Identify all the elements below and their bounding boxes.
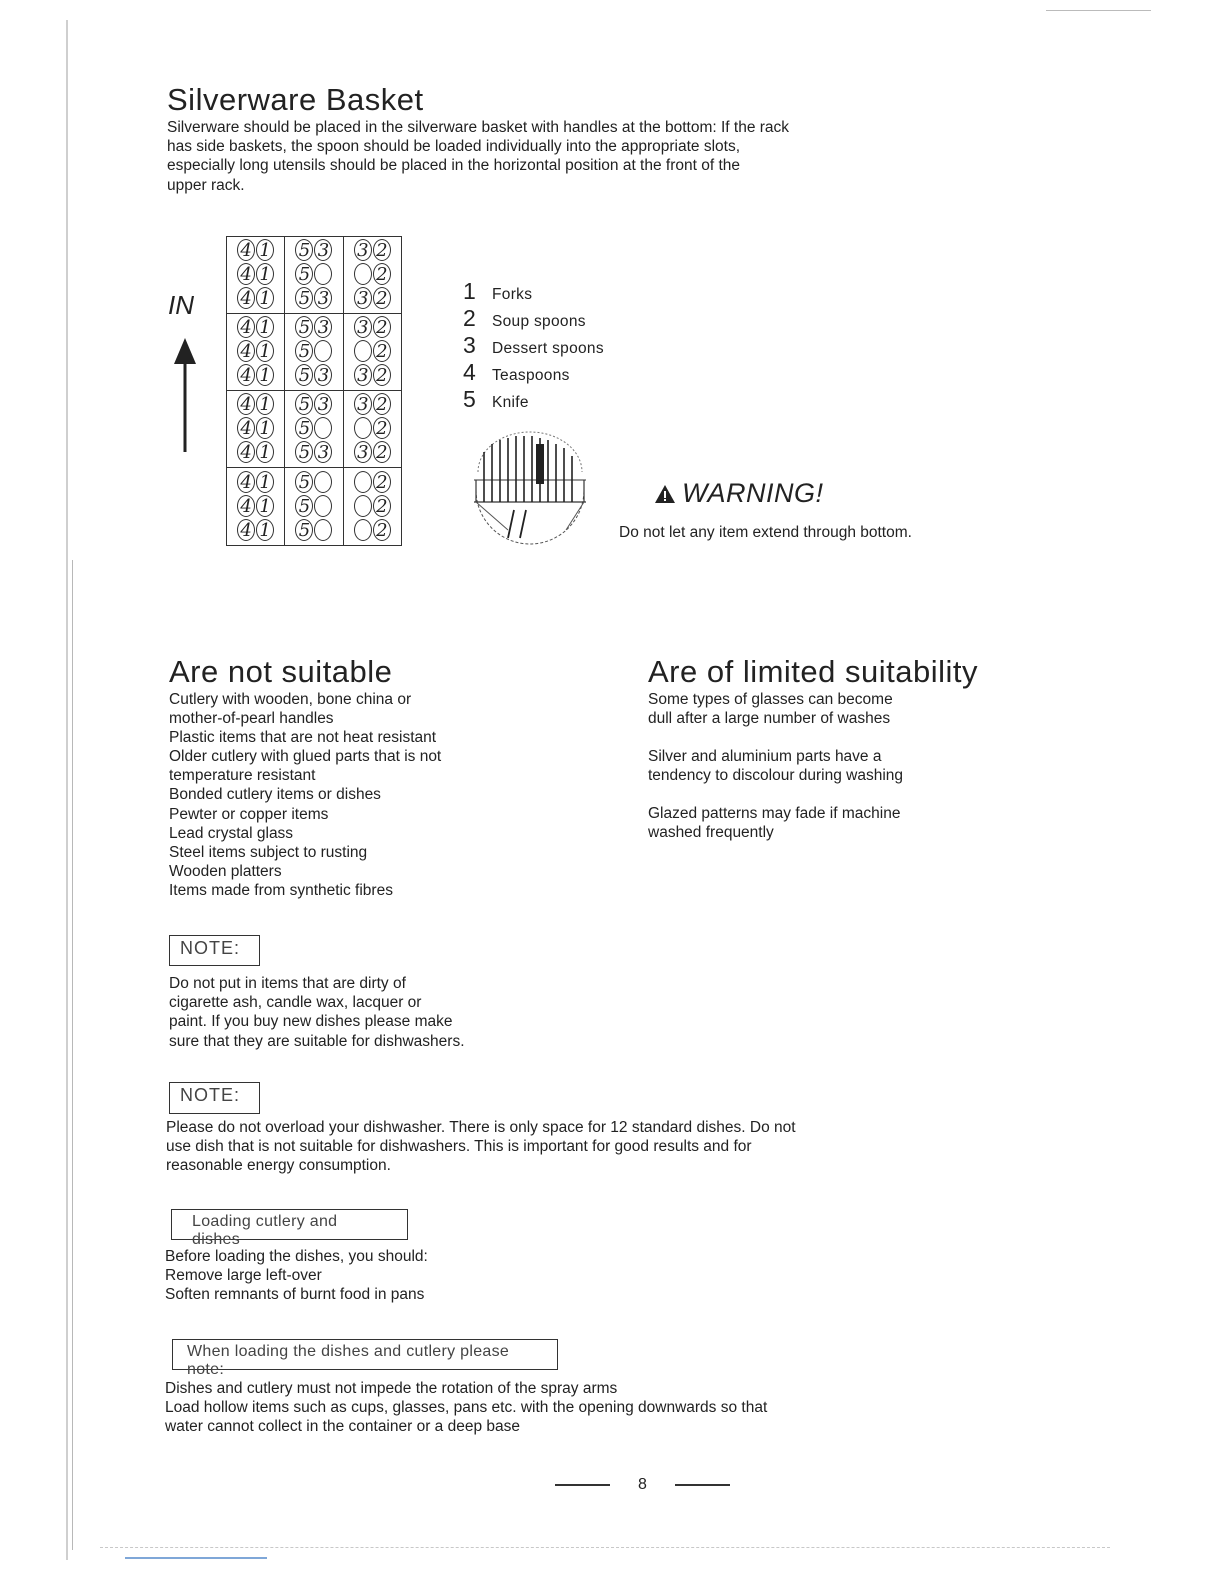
utensil-slot-number [354, 471, 372, 493]
basket-slot-line [354, 239, 391, 263]
utensil-slot-number: 4 [237, 393, 255, 415]
basket-bottom-illustration [468, 430, 592, 550]
utensil-slot-number: 5 [295, 417, 313, 439]
limited-suitability-list [648, 690, 948, 862]
utensil-slot-number: 5 [295, 287, 313, 309]
utensil-slot-number: 3 [354, 364, 372, 386]
utensil-slot-number [354, 340, 372, 362]
basket-slot-line [354, 340, 391, 364]
basket-slot-line [354, 316, 391, 340]
basket-cell [344, 314, 401, 390]
page-number: 8 [638, 1476, 647, 1493]
utensil-slot-number: 4 [237, 239, 255, 261]
utensil-slot-number: 4 [237, 287, 255, 309]
basket-slot-line [354, 263, 391, 287]
utensil-slot-number: 4 [237, 495, 255, 517]
utensil-slot-number: 2 [373, 519, 391, 541]
utensil-slot-number: 1 [256, 239, 274, 261]
basket-slot-line [295, 340, 332, 364]
basket-slot-line [295, 287, 332, 311]
scan-edge-line [100, 1547, 1110, 1548]
utensil-slot-number: 1 [256, 441, 274, 463]
list-item: Glazed patterns may fade if machine washed frequently [648, 805, 901, 842]
basket-slot-line [237, 239, 274, 263]
utensil-slot-number: 3 [314, 364, 332, 386]
utensil-slot-number [314, 471, 332, 493]
basket-cell [285, 314, 343, 390]
utensil-slot-number: 5 [295, 519, 313, 541]
arrow-up-icon [172, 338, 198, 454]
basket-slot-line [354, 287, 391, 311]
section-title-limited-suitability: Are of limited suitability [648, 654, 979, 689]
utensil-slot-number: 3 [314, 239, 332, 261]
basket-slot-line [295, 441, 332, 465]
basket-row [227, 237, 401, 314]
basket-slot-line [237, 263, 274, 287]
utensil-slot-number: 1 [256, 519, 274, 541]
list-item: Cutlery with wooden, bone china or [169, 691, 412, 708]
basket-slot-line [354, 441, 391, 465]
basket-slot-line [354, 495, 391, 519]
utensil-slot-number: 4 [237, 519, 255, 541]
basket-slot-line [295, 495, 332, 519]
list-item: Steel items subject to rusting [169, 843, 368, 861]
legend-number: 3 [463, 332, 476, 358]
loading-cutlery-text: Before loading the dishes, you should: Remove large left-over Soften remnants of burnt food in pans [165, 1248, 428, 1304]
utensil-slot-number: 4 [237, 316, 255, 338]
basket-cell [227, 468, 285, 545]
legend-label: Knife [492, 394, 529, 411]
utensil-slot-number: 3 [354, 441, 372, 463]
warning-triangle-icon [654, 484, 676, 504]
scan-edge-line [1046, 10, 1151, 11]
basket-row [227, 468, 401, 545]
in-direction-label: IN [168, 290, 194, 320]
utensil-slot-number: 1 [256, 417, 274, 439]
list-item: Plastic items that are not heat resistant [169, 729, 437, 747]
basket-slot-line [237, 519, 274, 543]
basket-row [227, 314, 401, 391]
utensil-slot-number [314, 263, 332, 285]
basket-cell [344, 391, 401, 467]
silverware-intro: Silverware should be placed in the silverware basket with handles at the bottom: If the rack has side baskets, the spoon should be loaded individually into the appropriate slots, especially long utensils should be placed in the horizontal position at the front of the upper rack. [167, 119, 790, 194]
legend-label: Forks [492, 286, 533, 303]
utensil-slot-number [354, 417, 372, 439]
basket-slot-line [237, 495, 274, 519]
basket-slot-line [354, 471, 391, 495]
utensil-slot-number: 1 [256, 364, 274, 386]
utensil-slot-number: 1 [256, 340, 274, 362]
utensil-slot-number: 3 [354, 239, 372, 261]
basket-slot-line [295, 364, 332, 388]
utensil-slot-number: 4 [237, 441, 255, 463]
utensil-slot-number [354, 519, 372, 541]
footer-rule [675, 1484, 730, 1486]
utensil-slot-number: 2 [373, 495, 391, 517]
legend-number: 4 [463, 359, 476, 385]
basket-slot-line [354, 417, 391, 441]
loading-cutlery-label: Loading cutlery and dishes [171, 1209, 408, 1240]
utensil-slot-number: 5 [295, 263, 313, 285]
utensil-slot-number: 5 [295, 239, 313, 261]
utensil-slot-number: 1 [256, 316, 274, 338]
basket-slot-line [354, 393, 391, 417]
loading-please-note-label: When loading the dishes and cutlery please note: [172, 1339, 558, 1370]
utensil-slot-number: 5 [295, 364, 313, 386]
warning-text: Do not let any item extend through bottom. [619, 524, 912, 541]
utensil-slot-number [354, 495, 372, 517]
footer-rule [555, 1484, 610, 1486]
utensil-slot-number [314, 519, 332, 541]
basket-slot-line [295, 519, 332, 543]
utensil-slot-number: 2 [373, 340, 391, 362]
note-label: NOTE: [169, 935, 260, 966]
basket-slot-line [295, 316, 332, 340]
basket-slot-line [237, 287, 274, 311]
utensil-slot-number: 2 [373, 441, 391, 463]
basket-slot-line [354, 519, 391, 543]
utensil-slot-number: 4 [237, 263, 255, 285]
list-item: Bonded cutlery items or dishes [169, 786, 381, 804]
legend-item [463, 305, 604, 332]
utensil-slot-number [314, 495, 332, 517]
utensil-slot-number: 2 [373, 316, 391, 338]
utensil-slot-number: 1 [256, 393, 274, 415]
basket-slot-line [237, 441, 274, 465]
list-item: Silver and aluminium parts have a tendency to discolour during washing [648, 748, 904, 785]
list-item: temperature resistant [169, 767, 316, 785]
utensil-slot-number: 3 [314, 393, 332, 415]
note-text: Do not put in items that are dirty of cigarette ash, candle wax, lacquer or paint. If you buy new dishes please make sure that they are suitable for dishwashers. [169, 975, 465, 1050]
basket-cell [344, 468, 401, 545]
basket-slot-line [295, 471, 332, 495]
list-item: Older cutlery with glued parts that is not [169, 748, 442, 766]
utensil-slot-number: 2 [373, 471, 391, 493]
basket-slot-line [295, 263, 332, 287]
scan-edge-line [66, 20, 68, 1560]
utensil-slot-number: 5 [295, 393, 313, 415]
list-item: Pewter or copper items [169, 805, 329, 823]
utensil-legend [463, 278, 604, 413]
utensil-slot-number: 3 [314, 441, 332, 463]
basket-slot-line [354, 364, 391, 388]
utensil-slot-number: 3 [354, 316, 372, 338]
utensil-slot-number [354, 263, 372, 285]
warning-title: WARNING! [682, 478, 824, 508]
utensil-slot-number: 2 [373, 287, 391, 309]
utensil-slot-number: 4 [237, 340, 255, 362]
section-title-silverware: Silverware Basket [167, 82, 424, 117]
basket-slot-line [237, 340, 274, 364]
silverware-basket-diagram [226, 236, 402, 546]
legend-item [463, 386, 604, 413]
basket-slot-line [295, 393, 332, 417]
basket-cell [227, 314, 285, 390]
utensil-slot-number: 5 [295, 441, 313, 463]
utensil-slot-number: 1 [256, 263, 274, 285]
legend-label: Dessert spoons [492, 340, 604, 357]
legend-label: Teaspoons [492, 367, 570, 384]
legend-item [463, 332, 604, 359]
not-suitable-list [169, 690, 441, 900]
loading-please-note-text: Dishes and cutlery must not impede the rotation of the spray arms Load hollow items such as cups, glasses, pans etc. with the opening downwards so that water cannot collect in the container or a deep base [165, 1380, 768, 1436]
basket-row [227, 391, 401, 468]
basket-slot-line [295, 239, 332, 263]
list-item: Items made from synthetic fibres [169, 881, 393, 899]
legend-number: 2 [463, 305, 476, 331]
utensil-slot-number: 1 [256, 287, 274, 309]
utensil-slot-number [314, 340, 332, 362]
scan-edge-line [125, 1557, 267, 1559]
utensil-slot-number: 4 [237, 417, 255, 439]
page-footer [555, 1476, 730, 1494]
utensil-slot-number: 5 [295, 316, 313, 338]
utensil-slot-number: 3 [314, 316, 332, 338]
legend-number: 1 [463, 278, 476, 304]
utensil-slot-number: 5 [295, 340, 313, 362]
basket-slot-line [237, 316, 274, 340]
list-item: Wooden platters [169, 862, 282, 880]
legend-label: Soup spoons [492, 313, 586, 330]
utensil-slot-number: 3 [314, 287, 332, 309]
utensil-slot-number: 3 [354, 287, 372, 309]
basket-cell [344, 237, 401, 313]
basket-slot-line [237, 471, 274, 495]
utensil-slot-number: 5 [295, 495, 313, 517]
section-title-not-suitable: Are not suitable [169, 654, 393, 689]
utensil-slot-number: 5 [295, 471, 313, 493]
note-label: NOTE: [169, 1082, 260, 1114]
warning-heading [654, 478, 824, 509]
list-item: Some types of glasses can become dull after a large number of washes [648, 691, 893, 728]
utensil-slot-number: 2 [373, 417, 391, 439]
basket-cell [227, 237, 285, 313]
utensil-slot-number [314, 417, 332, 439]
basket-cell [285, 237, 343, 313]
note-text: Please do not overload your dishwasher. There is only space for 12 standard dishes. Do not use dish that is not suitable for dishwashers. This is important for good results and for reasonable energy consumption. [166, 1119, 796, 1175]
utensil-slot-number: 3 [354, 393, 372, 415]
utensil-slot-number: 2 [373, 364, 391, 386]
basket-slot-line [237, 393, 274, 417]
utensil-slot-number: 2 [373, 393, 391, 415]
scan-edge-line [72, 560, 73, 1550]
utensil-slot-number: 4 [237, 364, 255, 386]
legend-item [463, 359, 604, 386]
utensil-slot-number: 2 [373, 239, 391, 261]
utensil-slot-number: 1 [256, 495, 274, 517]
basket-cell [285, 391, 343, 467]
basket-slot-line [295, 417, 332, 441]
legend-number: 5 [463, 386, 476, 412]
utensil-slot-number: 2 [373, 263, 391, 285]
basket-cell [227, 391, 285, 467]
utensil-slot-number: 1 [256, 471, 274, 493]
utensil-slot-number: 4 [237, 471, 255, 493]
list-item: mother-of-pearl handles [169, 710, 334, 728]
legend-item [463, 278, 604, 305]
list-item: Lead crystal glass [169, 824, 294, 842]
basket-slot-line [237, 364, 274, 388]
basket-cell [285, 468, 343, 545]
basket-slot-line [237, 417, 274, 441]
